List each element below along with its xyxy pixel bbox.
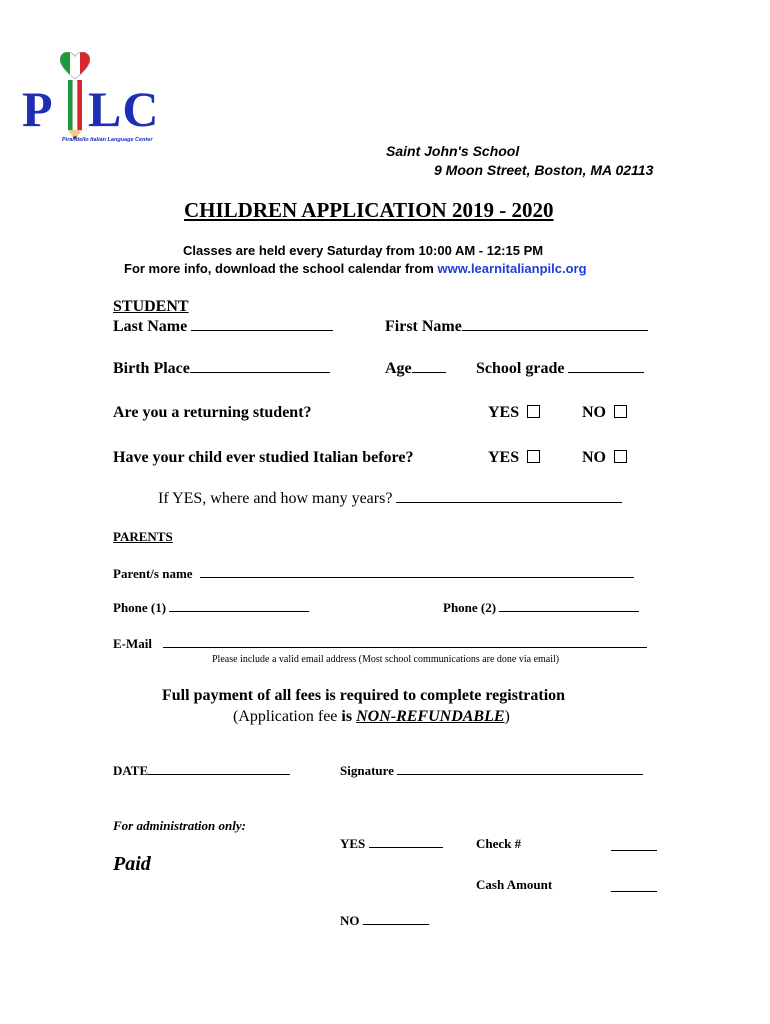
paid-label: Paid (113, 853, 151, 875)
admin-yes-label: YES (340, 836, 366, 851)
email-note: Please include a valid email address (Most school communications are done via email) (212, 654, 560, 665)
returning-question: Are you a returning student? (113, 404, 312, 421)
italian-question: Have your child ever studied Italian before? (113, 449, 414, 466)
email-label: E-Mail (113, 636, 152, 651)
school-name: Saint John's School (386, 143, 520, 159)
signature-label: Signature (340, 763, 394, 778)
date-label: DATE (113, 763, 149, 778)
pencil-icon (66, 80, 84, 140)
fee-is: is (341, 708, 357, 725)
calendar-info-text: For more info, download the school calendar from (124, 261, 438, 276)
phone1-field[interactable] (113, 600, 309, 616)
returning-yes-checkbox[interactable] (527, 405, 540, 418)
school-address: 9 Moon Street, Boston, MA 02113 (434, 162, 654, 178)
website-link[interactable]: www.learnitalianpilc.org (437, 261, 587, 276)
first-name-field[interactable] (385, 318, 648, 336)
if-yes-label: If YES, where and how many years? (158, 490, 393, 507)
phone1-label: Phone (1) (113, 600, 167, 615)
age-field[interactable] (385, 360, 446, 378)
calendar-info (124, 261, 587, 276)
parent-name-label: Parent/s name (113, 566, 193, 581)
fee-paren-open: ( (233, 708, 239, 725)
last-name-field[interactable] (113, 318, 333, 336)
admin-yes-field[interactable] (340, 836, 443, 852)
check-number-line[interactable] (611, 850, 657, 851)
school-grade-field[interactable] (476, 360, 644, 378)
fee-text: Application fee (238, 708, 342, 725)
returning-yes-label: YES (488, 404, 520, 421)
italian-yes-label: YES (488, 449, 520, 466)
non-refundable-text: NON-REFUNDABLE (356, 708, 505, 725)
logo-subtitle: Pirandello Italian Language Center (62, 137, 153, 143)
admin-heading: For administration only: (113, 818, 246, 833)
parent-name-field[interactable] (113, 566, 634, 582)
signature-field[interactable] (340, 763, 643, 779)
fee-paren-close: ) (504, 708, 510, 725)
italian-no-checkbox[interactable] (614, 450, 627, 463)
cash-amount-label: Cash Amount (476, 877, 553, 892)
fee-notice (233, 708, 510, 726)
admin-no-field[interactable] (340, 913, 429, 929)
payment-notice: Full payment of all fees is required to complete registration (162, 687, 566, 704)
birth-place-label: Birth Place (113, 360, 190, 377)
if-yes-field[interactable] (158, 490, 622, 508)
admin-no-label: NO (340, 913, 360, 928)
check-number-label: Check # (476, 836, 522, 851)
phone2-label: Phone (2) (443, 600, 497, 615)
last-name-label: Last Name (113, 318, 188, 335)
phone2-field[interactable] (443, 600, 639, 616)
heart-flag-icon (60, 52, 90, 80)
email-field[interactable] (113, 636, 647, 652)
returning-no-option[interactable] (582, 404, 627, 422)
student-heading: STUDENT (113, 298, 189, 315)
cash-amount-line[interactable] (611, 891, 657, 892)
schedule-info: Classes are held every Saturday from 10:00 AM - 12:15 PM (183, 243, 544, 258)
returning-yes-option[interactable] (488, 404, 540, 422)
birth-place-field[interactable] (113, 360, 330, 378)
page-title: CHILDREN APPLICATION 2019 - 2020 (184, 198, 554, 222)
italian-yes-option[interactable] (488, 449, 540, 467)
returning-no-label: NO (582, 404, 606, 421)
first-name-label: First Name (385, 318, 462, 335)
logo: P LC Pirandello Italian Language Center (22, 52, 172, 147)
italian-yes-checkbox[interactable] (527, 450, 540, 463)
italian-no-label: NO (582, 449, 606, 466)
parents-heading: PARENTS (113, 529, 173, 544)
returning-no-checkbox[interactable] (614, 405, 627, 418)
school-grade-label: School grade (476, 360, 565, 377)
italian-no-option[interactable] (582, 449, 627, 467)
age-label: Age (385, 360, 412, 377)
date-field[interactable] (113, 763, 290, 779)
